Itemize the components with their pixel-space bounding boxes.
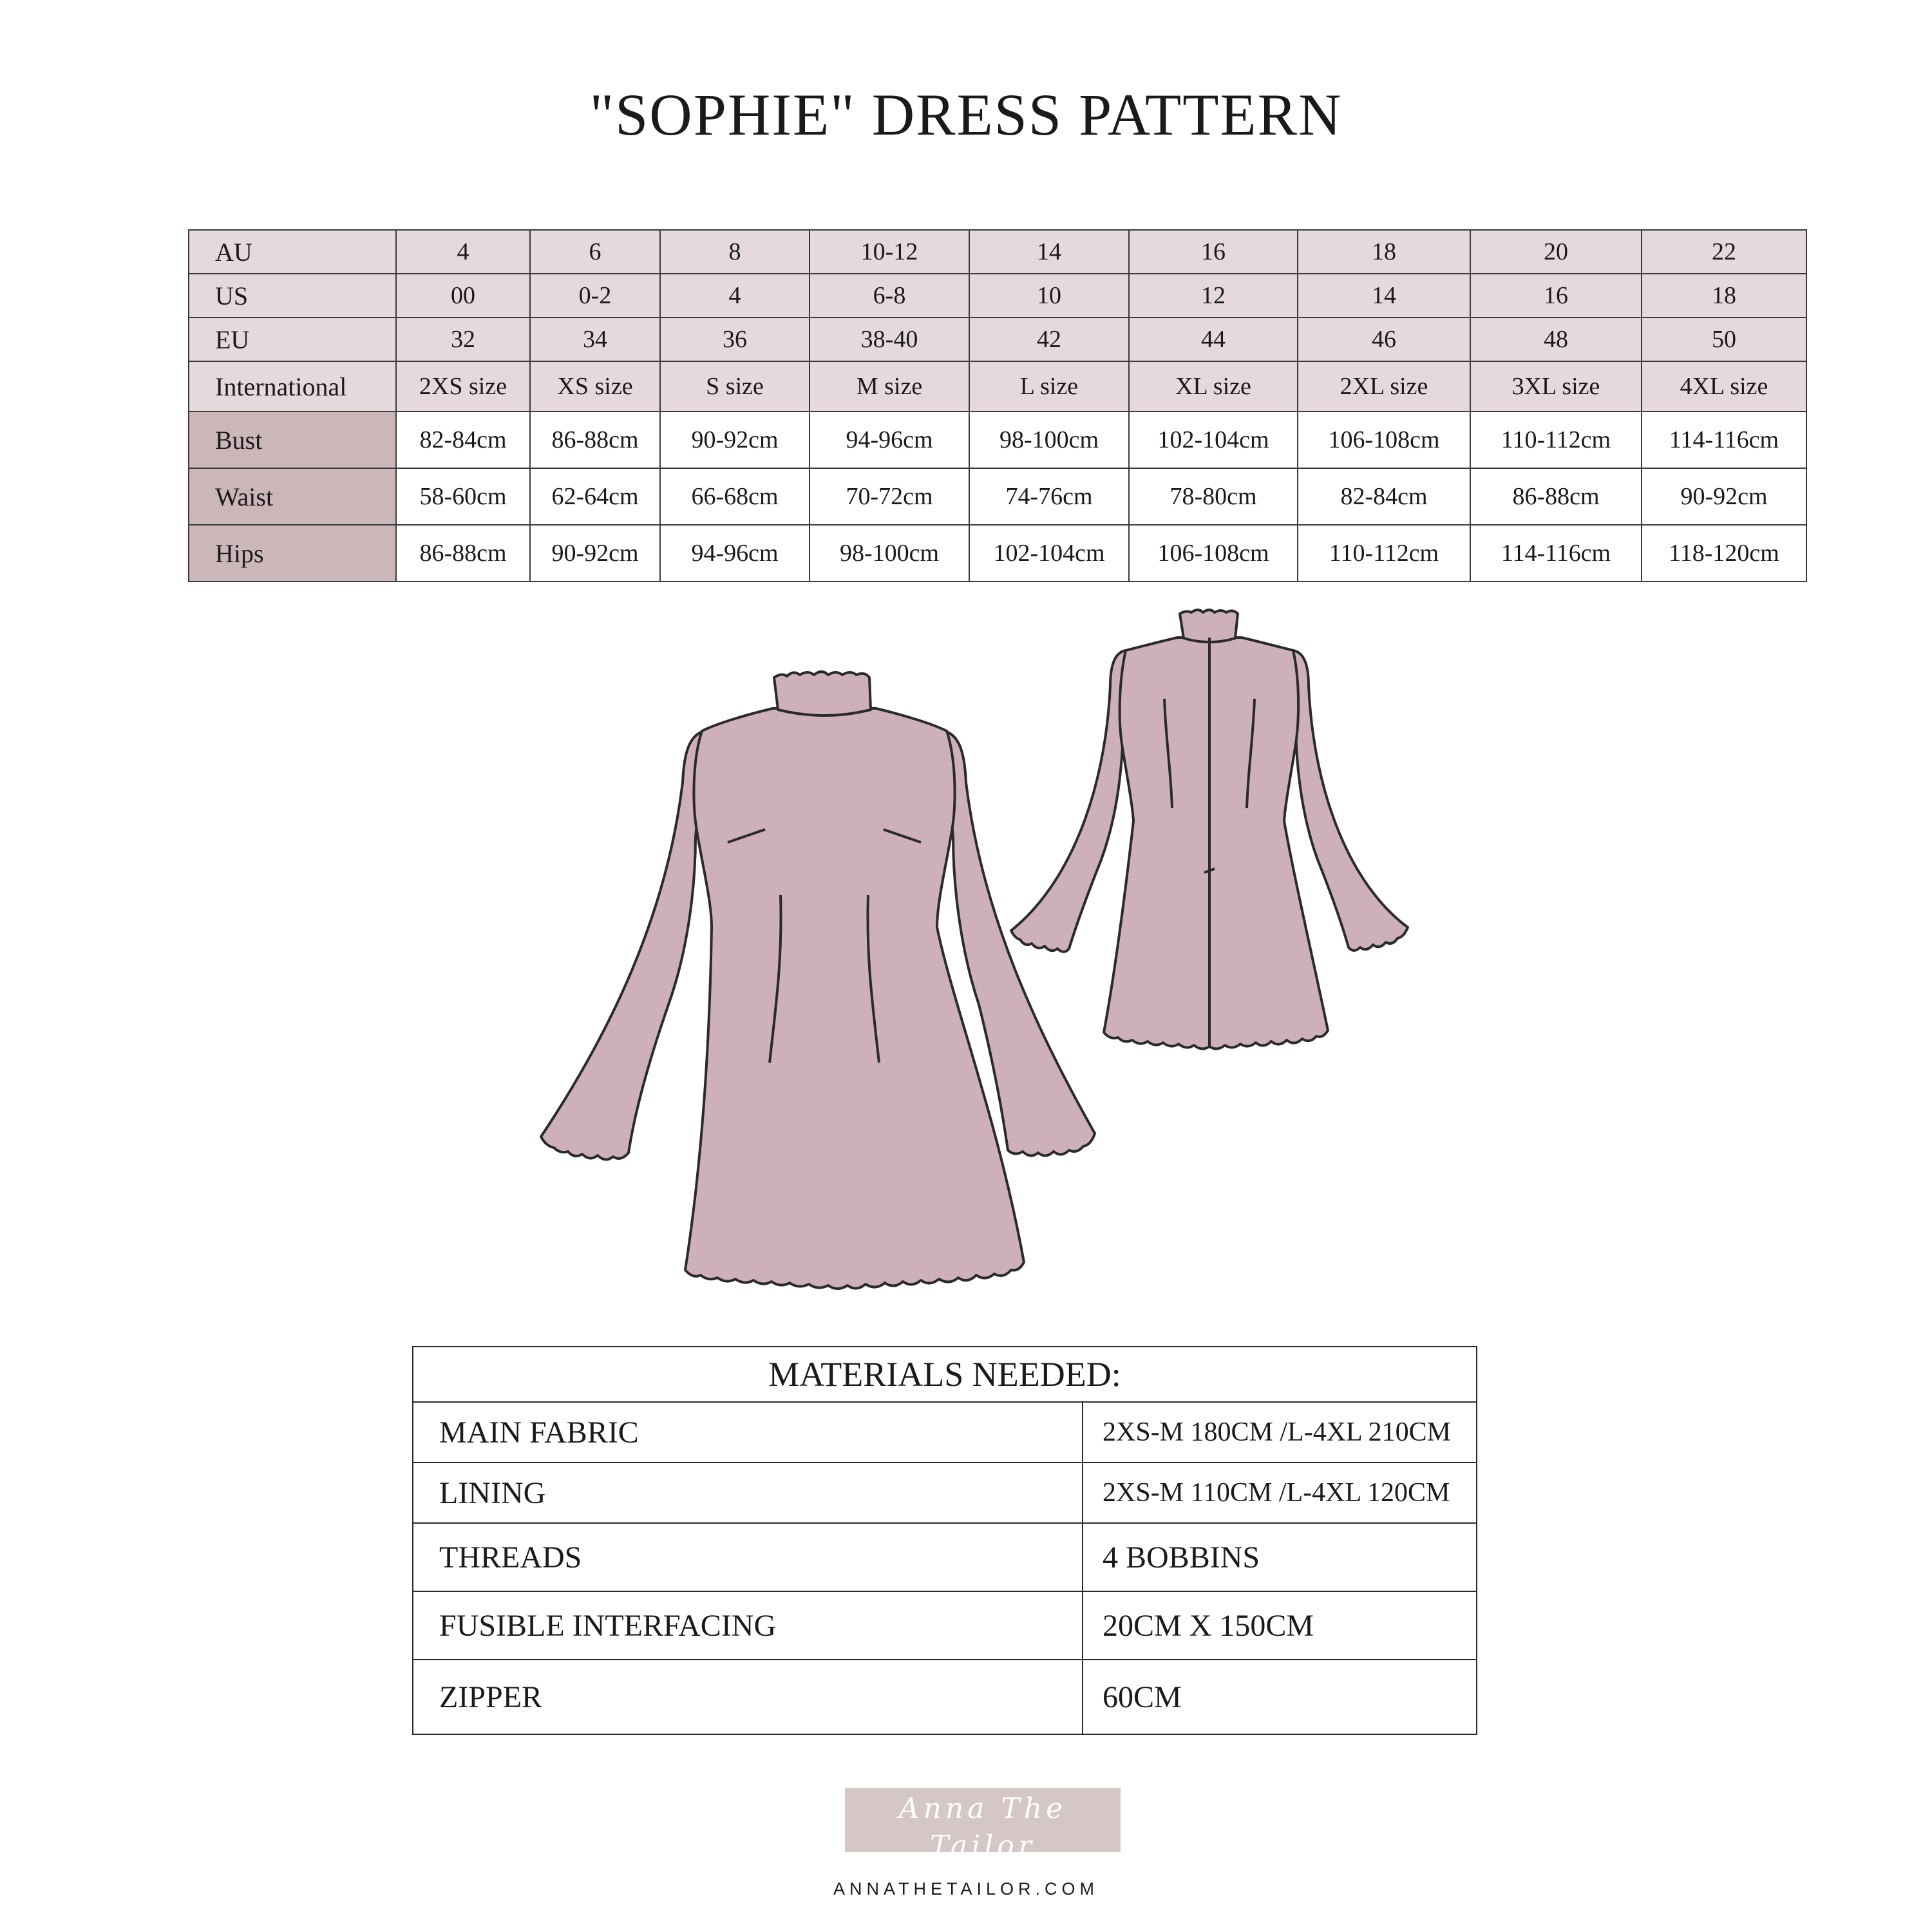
size-cell: 62-64cm [530, 468, 660, 525]
size-cell: 48 [1470, 317, 1642, 361]
size-cell: 58-60cm [396, 468, 530, 525]
material-name: THREADS [413, 1523, 1083, 1591]
size-cell: 12 [1129, 274, 1298, 317]
size-cell: 82-84cm [396, 412, 530, 468]
size-cell: 82-84cm [1298, 468, 1470, 525]
size-cell: 14 [969, 230, 1129, 274]
size-cell: 34 [530, 317, 660, 361]
material-value: 20CM X 150CM [1083, 1591, 1477, 1660]
size-cell: 10-12 [810, 230, 969, 274]
size-cell: 44 [1129, 317, 1298, 361]
size-cell: 70-72cm [810, 468, 969, 525]
row-label: US [189, 274, 396, 317]
size-cell: 86-88cm [530, 412, 660, 468]
size-cell: XL size [1129, 361, 1298, 412]
size-chart [188, 229, 1807, 582]
size-row [189, 468, 1806, 525]
website-url: ANNATHETAILOR.COM [833, 1879, 1099, 1899]
size-row [189, 525, 1806, 582]
size-cell: 46 [1298, 317, 1470, 361]
size-cell: 78-80cm [1129, 468, 1298, 525]
size-cell: 106-108cm [1298, 412, 1470, 468]
size-row [189, 361, 1806, 412]
size-cell: 3XL size [1470, 361, 1642, 412]
size-cell: 90-92cm [530, 525, 660, 582]
row-label: EU [189, 317, 396, 361]
size-cell: 8 [660, 230, 810, 274]
size-cell: 36 [660, 317, 810, 361]
size-cell: 4XL size [1642, 361, 1806, 412]
size-cell: 38-40 [810, 317, 969, 361]
size-cell: S size [660, 361, 810, 412]
size-row [189, 230, 1806, 274]
size-cell: 94-96cm [810, 412, 969, 468]
size-cell: 18 [1298, 230, 1470, 274]
size-cell: 4 [660, 274, 810, 317]
size-row [189, 274, 1806, 317]
material-value: 60CM [1083, 1660, 1477, 1734]
size-cell: 32 [396, 317, 530, 361]
material-value: 2XS-M 180CM /L-4XL 210CM [1083, 1402, 1477, 1463]
size-cell: 10 [969, 274, 1129, 317]
size-cell: 0-2 [530, 274, 660, 317]
size-cell: 2XL size [1298, 361, 1470, 412]
material-name: FUSIBLE INTERFACING [413, 1591, 1083, 1660]
page-title: "SOPHIE" DRESS PATTERN [589, 82, 1343, 147]
size-cell: 20 [1470, 230, 1642, 274]
size-cell: 102-104cm [969, 525, 1129, 582]
size-row [189, 412, 1806, 468]
size-cell: 102-104cm [1129, 412, 1298, 468]
material-name: ZIPPER [413, 1660, 1083, 1734]
material-value: 2XS-M 110CM /L-4XL 120CM [1083, 1463, 1477, 1523]
material-name: MAIN FABRIC [413, 1402, 1083, 1463]
size-cell: 50 [1642, 317, 1806, 361]
size-cell: 2XS size [396, 361, 530, 412]
size-cell: 114-116cm [1642, 412, 1806, 468]
logo-script: Anna The Tailor [898, 1792, 1067, 1862]
size-cell: 6 [530, 230, 660, 274]
row-label: Waist [189, 468, 396, 525]
logo-subtitle: PATTERNS [914, 1865, 1051, 1881]
size-cell: 6-8 [810, 274, 969, 317]
size-cell: 106-108cm [1129, 525, 1298, 582]
size-cell: 66-68cm [660, 468, 810, 525]
size-cell: 00 [396, 274, 530, 317]
size-cell: 18 [1642, 274, 1806, 317]
size-cell: 14 [1298, 274, 1470, 317]
size-cell: 110-112cm [1470, 412, 1642, 468]
size-cell: XS size [530, 361, 660, 412]
material-value: 4 BOBBINS [1083, 1523, 1477, 1591]
materials-heading: MATERIALS NEEDED: [413, 1347, 1477, 1402]
size-cell: 86-88cm [396, 525, 530, 582]
dress-back-illustration [997, 609, 1422, 1059]
size-cell: 98-100cm [810, 525, 969, 582]
materials-table [412, 1346, 1477, 1735]
size-cell: 74-76cm [969, 468, 1129, 525]
row-label: International [189, 361, 396, 412]
size-cell: 90-92cm [660, 412, 810, 468]
material-name: LINING [413, 1463, 1083, 1523]
size-cell: M size [810, 361, 969, 412]
size-cell: 22 [1642, 230, 1806, 274]
size-cell: 110-112cm [1298, 525, 1470, 582]
size-cell: 98-100cm [969, 412, 1129, 468]
size-cell: 4 [396, 230, 530, 274]
size-cell: 118-120cm [1642, 525, 1806, 582]
size-cell: 16 [1470, 274, 1642, 317]
size-cell: 90-92cm [1642, 468, 1806, 525]
size-cell: 16 [1129, 230, 1298, 274]
size-cell: 114-116cm [1470, 525, 1642, 582]
brand-logo [845, 1788, 1121, 1881]
size-cell: L size [969, 361, 1129, 412]
size-row [189, 317, 1806, 361]
size-cell: 42 [969, 317, 1129, 361]
row-label: AU [189, 230, 396, 274]
row-label: Bust [189, 412, 396, 468]
row-label: Hips [189, 525, 396, 582]
size-cell: 86-88cm [1470, 468, 1642, 525]
size-cell: 94-96cm [660, 525, 810, 582]
